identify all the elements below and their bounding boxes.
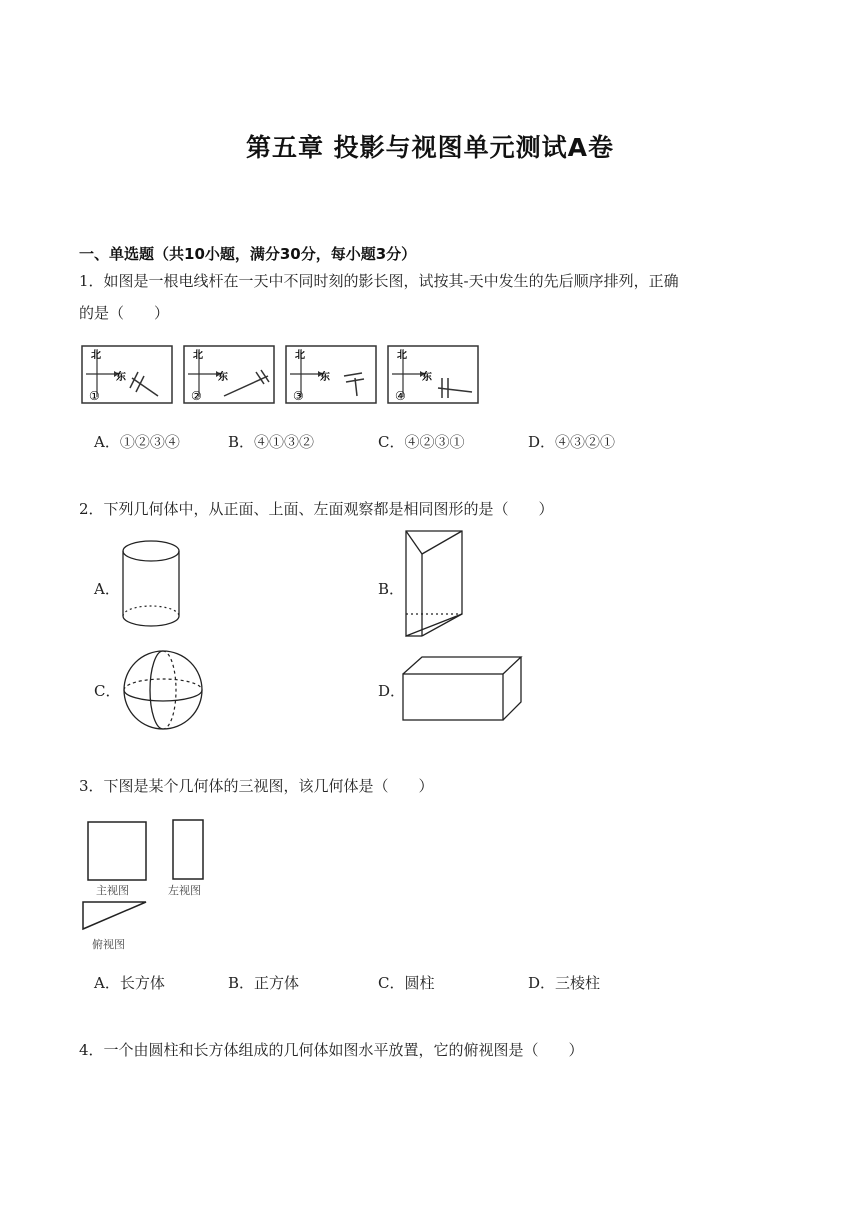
shadow-panel-3	[286, 346, 376, 403]
question-4-stem: 4．一个由圆柱和长方体组成的几何体如图水平放置，它的俯视图是（ ）	[79, 1041, 584, 1059]
cylinder-figure[interactable]	[118, 538, 186, 632]
question-3-stem: 3．下图是某个几何体的三视图，该几何体是（ ）	[79, 777, 434, 795]
shadow-panel-2	[184, 346, 274, 403]
q3-option-c[interactable]: C．圆柱	[378, 974, 435, 992]
q2-option-a-label[interactable]: A．	[94, 580, 120, 598]
question-1-line-2: 的是（ ）	[79, 304, 170, 322]
front-view-label: 主视图	[96, 884, 129, 897]
q3-option-b[interactable]: B．正方体	[228, 974, 300, 992]
panel-number: ④	[395, 389, 406, 403]
q1-option-a[interactable]: A．①②③④	[94, 433, 180, 451]
top-view-label: 俯视图	[92, 938, 125, 951]
q2-option-d-label[interactable]: D．	[378, 682, 406, 700]
q1-option-d[interactable]: D．④③②①	[528, 433, 616, 451]
q3-option-d[interactable]: D．三棱柱	[528, 974, 601, 992]
north-label: 北	[397, 350, 407, 361]
east-label: 东	[422, 372, 432, 383]
east-label: 东	[116, 372, 126, 383]
q2-option-c-label[interactable]: C．	[94, 682, 121, 700]
question-2-stem: 2．下列几何体中，从正面、上面、左面观察都是相同图形的是（ ）	[79, 500, 554, 518]
north-label: 北	[193, 350, 203, 361]
panel-number: ②	[191, 389, 202, 403]
cuboid-figure[interactable]	[400, 654, 526, 724]
panel-number: ①	[89, 389, 100, 403]
shadow-panel-4	[388, 346, 478, 403]
east-label: 东	[218, 372, 228, 383]
q1-shadow-figure	[80, 344, 480, 406]
q1-option-c[interactable]: C．④②③①	[378, 433, 465, 451]
page-title: 第五章 投影与视图单元测试A卷	[245, 133, 615, 162]
left-view-label: 左视图	[168, 884, 201, 897]
section-heading: 一、单选题（共10小题，满分30分，每小题3分）	[79, 245, 417, 263]
q2-option-b-label[interactable]: B．	[378, 580, 405, 598]
q3-option-a[interactable]: A．长方体	[94, 974, 165, 992]
shadow-panel-1	[82, 346, 172, 403]
three-view-figure	[80, 816, 210, 954]
sphere-figure[interactable]	[120, 648, 206, 732]
north-label: 北	[91, 350, 101, 361]
panel-number: ③	[293, 389, 304, 403]
north-label: 北	[295, 350, 305, 361]
triangular-prism-figure[interactable]	[398, 528, 468, 640]
east-label: 东	[320, 372, 330, 383]
q1-option-b[interactable]: B．④①③②	[228, 433, 315, 451]
question-1-line-1: 1．如图是一根电线杆在一天中不同时刻的影长图，试按其-天中发生的先后顺序排列，正确	[79, 272, 679, 290]
